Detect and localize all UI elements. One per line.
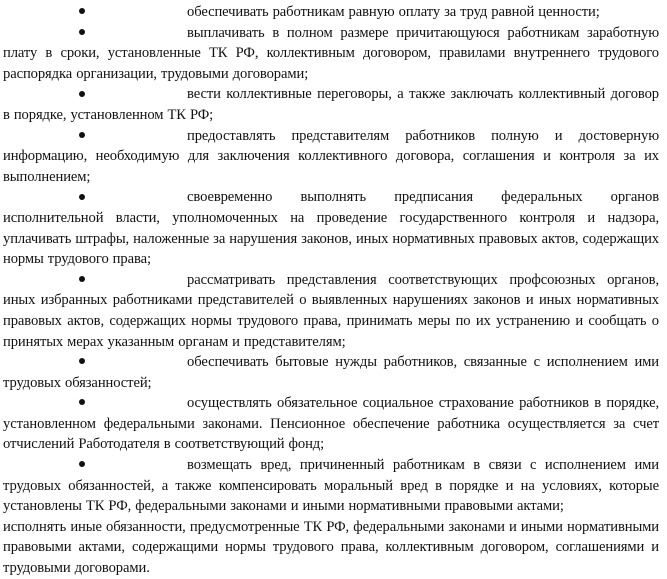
bullet-icon xyxy=(3,23,187,44)
bullet-icon xyxy=(3,126,187,147)
list-item xyxy=(3,84,659,125)
list-item xyxy=(3,517,659,579)
bullet-icon xyxy=(3,393,187,414)
list-item xyxy=(3,126,659,188)
bullet-icon xyxy=(3,352,187,373)
list-item xyxy=(3,270,659,352)
bullet-icon xyxy=(3,187,187,208)
bullet-icon xyxy=(3,84,187,105)
bullet-icon xyxy=(3,2,187,23)
list-item-text: предоставлять представителям работников полную и достоверную информацию, необходимую для заключения коллективного договора, соглашения и контроля за их выполнением; xyxy=(3,127,659,185)
list-item-text: обеспечивать бытовые нужды работников, связанные с исполнением ими трудовых обязанностей; xyxy=(3,354,659,391)
list-item-text: выплачивать в полном размере причитающуюся работникам заработную плату в сроки, установленные ТК РФ, коллективным договором, правилами внутреннего трудового распорядка организации, трудовыми договорами; xyxy=(3,24,659,82)
list-item xyxy=(3,187,659,269)
bullet-icon xyxy=(3,455,187,476)
list-item xyxy=(3,352,659,393)
list-item xyxy=(3,455,659,517)
list-item-text: рассматривать представления соответствующих профсоюзных органов, иных избранных работниками представителей о выявленных нарушениях законов и иных нормативных правовых актов, содержащих нормы трудового права, принимать меры по их устранению и сообщать о принятых мерах указанным органам и представителям; xyxy=(3,271,659,350)
list-item xyxy=(3,393,659,455)
list-item xyxy=(3,23,659,85)
list-item-text: возмещать вред, причиненный работникам в связи с исполнением ими трудовых обязанностей, а также компенсировать моральный вред в порядке и на условиях, которые установлены ТК РФ, федеральными законами и иными нормативными правовыми актами; xyxy=(3,457,659,515)
list-item-text: вести коллективные переговоры, а также заключать коллективный договор в порядке, установленном ТК РФ; xyxy=(3,86,659,123)
list-item xyxy=(3,2,659,23)
list-item-text: обеспечивать работникам равную оплату за труд равной ценности; xyxy=(187,4,600,20)
list-item-text: осуществлять обязательное социальное страхование работников в порядке, установленном федеральными законами. Пенсионное обеспечение работника осуществляется за счет отчислений Работодателя в соответствующий фонд; xyxy=(3,395,659,453)
bullet-icon xyxy=(3,270,187,291)
list-item-text: исполнять иные обязанности, предусмотренные ТК РФ, федеральными законами и иными нормативными правовыми актами, содержащими нормы трудового права, коллективным договором, соглашениями и трудовыми договорами. xyxy=(3,518,659,577)
list-item-text: своевременно выполнять предписания федеральных органов исполнительной власти, уполномоченных на проведение государственного контроля и надзора, уплачивать штрафы, наложенные за нарушения законов, иных нормативных правовых актов, содержащих нормы трудового права; xyxy=(3,189,659,268)
